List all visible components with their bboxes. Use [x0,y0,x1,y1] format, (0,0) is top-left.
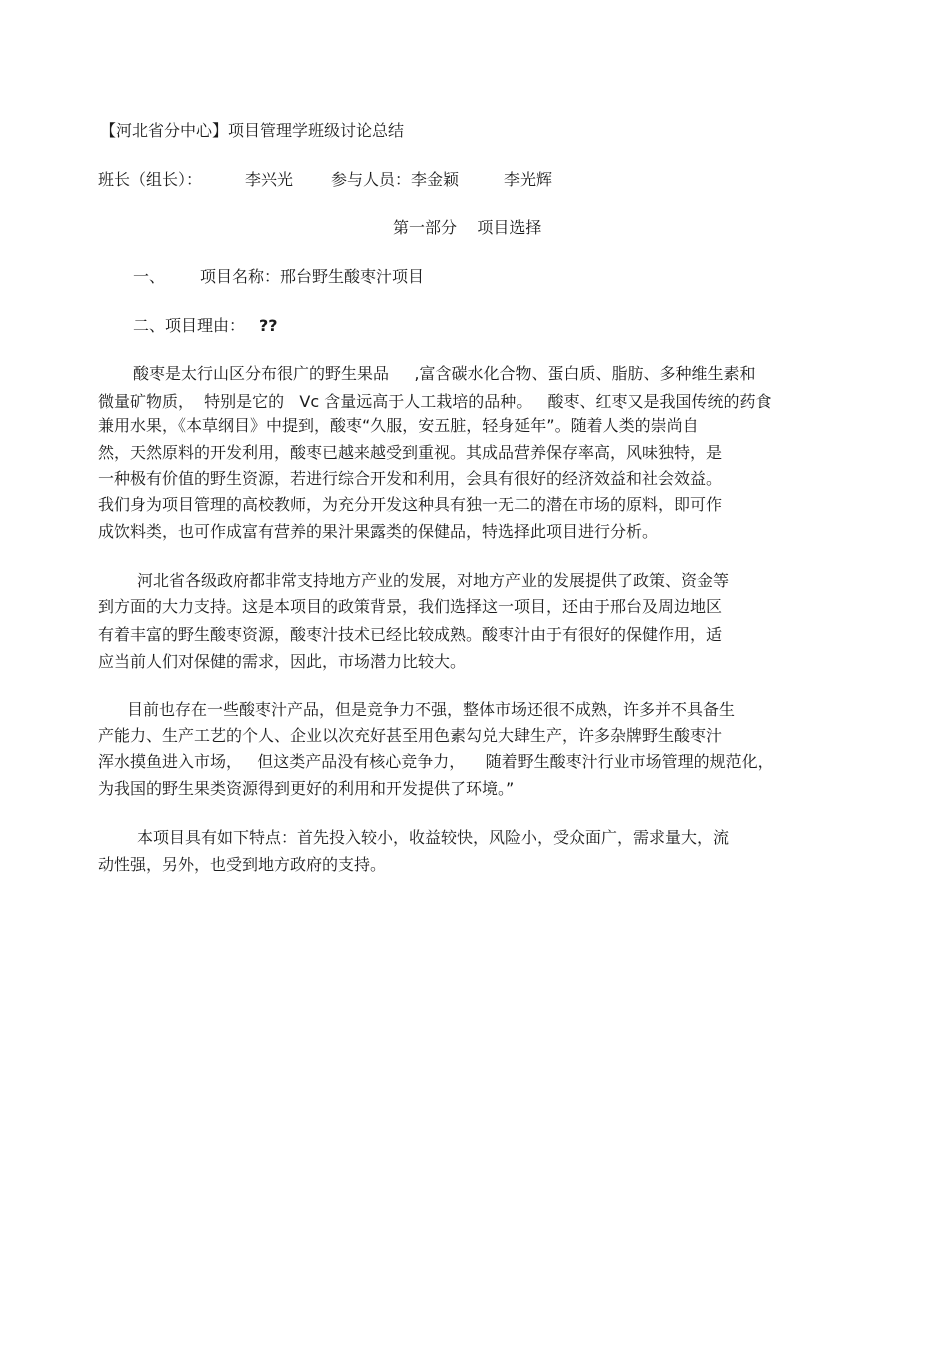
paragraph-line: 成饮料类，也可作成富有营养的果汁果露类的保健品，特选择此项目进行分析。 [98,522,659,541]
section-heading: 第一部分 项目选择 [393,218,542,237]
paragraph-line: 酸枣是太行山区分布很广的野生果品 ,富含碳水化合物、蛋白质、脂肪、多种维生素和 [133,364,756,383]
paragraph-line: 浑水摸鱼进入市场， 但这类产品没有核心竞争力， 随着野生酸枣汁行业市场管理的规范化， [98,752,774,771]
participants-label: 参与人员：李金颖 [331,170,460,189]
paragraph-line: 河北省各级政府都非常支持地方产业的发展，对地方产业的发展提供了政策、资金等 [137,571,730,590]
paragraph-line: 一种极有价值的野生资源，若进行综合开发和利用，会具有很好的经济效益和社会效益。 [98,469,723,488]
paragraph-line: 微量矿物质， 特别是它的 Vc 含量远高于人工栽培的品种。 酸枣、红枣又是我国传统的药食 [98,392,772,411]
participant-name: 李光辉 [504,170,553,189]
paragraph-line: 到方面的大力支持。这是本项目的政策背景，我们选择这一项目，还由于邢台及周边地区 [98,597,723,616]
paragraph-line: 动性强，另外，也受到地方政府的支持。 [98,855,387,874]
paragraph-line: 有着丰富的野生酸枣资源，酸枣汁技术已经比较成熟。酸枣汁由于有很好的保健作用，适 [98,625,723,644]
item-2-heading [133,316,278,336]
paragraph-line: 应当前人们对保健的需求，因此，市场潜力比较大。 [98,652,467,671]
paragraph-line: 产能力、生产工艺的个人、企业以次充好甚至用色素勾兑大肆生产，许多杂牌野生酸枣汁 [98,726,723,745]
paragraph-line: 本项目具有如下特点：首先投入较小，收益较快，风险小，受众面广，需求量大，流 [137,828,730,847]
item-2-marks: ?? [259,316,278,335]
item-1-project-name: 项目名称：邢台野生酸枣汁项目 [200,267,425,286]
item-1-number: 一、 [133,267,166,286]
paragraph-line: 然，天然原料的开发利用，酸枣已越来越受到重视。其成品营养保存率高，风味独特，是 [98,443,723,462]
item-2-label: 二、项目理由： [133,316,246,335]
leader-name: 李兴光 [245,170,294,189]
paragraph-line: 为我国的野生果类资源得到更好的利用和开发提供了环境。” [98,779,515,798]
document-title: 【河北省分中心】项目管理学班级讨论总结 [100,121,405,140]
leader-label: 班长（组长）： [98,170,203,189]
paragraph-line: 目前也存在一些酸枣汁产品，但是竞争力不强，整体市场还很不成熟，许多并不具备生 [127,700,736,719]
paragraph-line: 兼用水果，《本草纲目》中提到，酸枣“久服，安五脏，轻身延年”。随着人类的崇尚自 [98,416,699,435]
paragraph-line: 我们身为项目管理的高校教师，为充分开发这种具有独一无二的潜在市场的原料，即可作 [98,495,723,514]
